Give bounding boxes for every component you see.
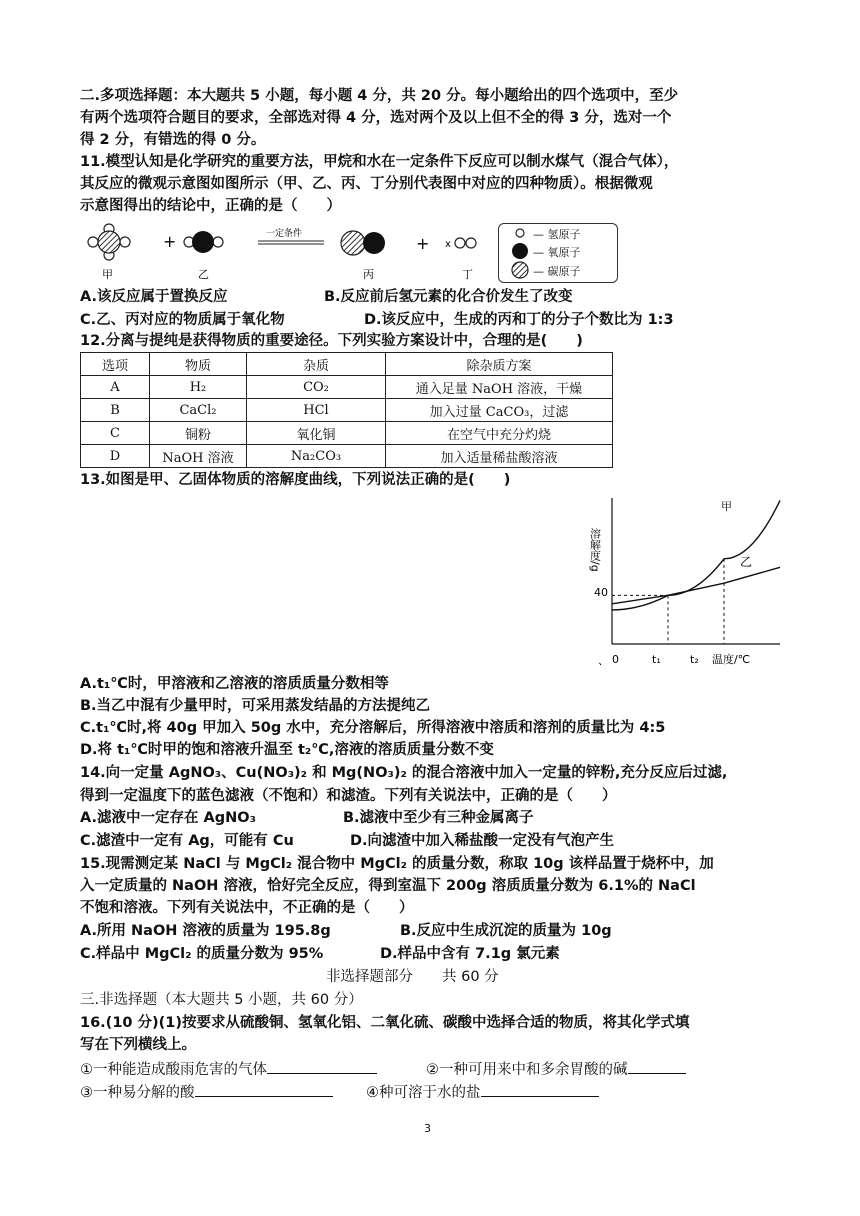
- chart-ytick-40: 40: [594, 586, 608, 599]
- table-cell: 氧化铜: [247, 422, 386, 445]
- chart-xtick-t1: t₁: [652, 653, 661, 666]
- q16-item-1-row: [80, 1058, 377, 1080]
- table-cell: D: [81, 445, 150, 468]
- atom-legend: [498, 223, 618, 283]
- table-cell: A: [81, 376, 150, 399]
- q16-item-4: ④种可溶于水的盐: [366, 1085, 481, 1101]
- table-row: [81, 376, 613, 399]
- table-cell: 铜粉: [150, 422, 247, 445]
- oxygen-atom-icon: [512, 243, 528, 259]
- q13-option-c: C.t₁℃时,将 40g 甲加入 50g 水中，充分溶解后，所得溶液中溶质和溶剂的质量比为 4:5: [80, 720, 666, 736]
- table-row: [81, 445, 613, 468]
- co-molecule: [341, 231, 385, 255]
- chart-xlabel: 温度/℃: [712, 653, 751, 666]
- plus-sign-1: +: [163, 232, 177, 251]
- table-cell: 在空气中充分灼烧: [386, 422, 613, 445]
- part-2-heading: 非选择题部分 共 60 分: [326, 969, 499, 985]
- q13-option-a: A.t₁℃时，甲溶液和乙溶液的溶质质量分数相等: [80, 676, 389, 692]
- table-cell: Na₂CO₃: [247, 445, 386, 468]
- q14-option-c: C.滤渣中一定有 Ag，可能有 Cu: [80, 833, 294, 849]
- q11-option-c: C.乙、丙对应的物质属于氧化物: [80, 312, 285, 328]
- section-2-line-3: 得 2 分，有错选的得 0 分。: [80, 132, 266, 148]
- q14-stem-2: 得到一定温度下的蓝色滤液（不饱和）和滤渣。下列有关说法中，正确的是（ ）: [80, 788, 617, 804]
- table-header-row: [81, 353, 613, 376]
- water-molecule: [184, 231, 223, 253]
- label-bing: 丙: [363, 268, 374, 281]
- q11-option-b: B.反应前后氢元素的化合价发生了改变: [324, 289, 573, 305]
- label-jia: 甲: [102, 268, 113, 281]
- q16-item-2: ②一种可用来中和多余胃酸的碱: [426, 1062, 628, 1078]
- q15-option-c: C.样品中 MgCl₂ 的质量分数为 95%: [80, 946, 324, 962]
- section-2-line-2: 有两个选项符合题目的要求，全部选对得 4 分，选对两个及以上但不全的得 3 分，选对一个: [80, 110, 672, 126]
- q13-option-d: D.将 t₁℃时甲的饱和溶液升温至 t₂℃,溶液的溶质质量分数不变: [80, 742, 494, 758]
- q16-item-3-row: [80, 1081, 333, 1103]
- q16-stem-1: 16.(10 分)(1)按要求从硫酸铜、氢氧化铝、二氧化硫、碳酸中选择合适的物质，将其化学式填: [80, 1015, 690, 1031]
- chart-origin: 0: [612, 653, 619, 666]
- chart-ylabel: 溶解度/g: [588, 528, 602, 572]
- answer-blank-4[interactable]: [481, 1081, 599, 1097]
- q11-option-a: A.该反应属于置换反应: [80, 289, 228, 305]
- q11-stem-3: 示意图得出的结论中，正确的是（ ）: [80, 198, 341, 214]
- hydrogen-atom-icon: [516, 229, 524, 237]
- reaction-diagram: [80, 220, 500, 286]
- q13-option-b: B.当乙中混有少量甲时，可采用蒸发结晶的方法提纯乙: [80, 698, 431, 714]
- table-cell: CO₂: [247, 376, 386, 399]
- table-cell: CaCl₂: [150, 399, 247, 422]
- q12-table: [80, 352, 613, 468]
- series-line-jia: [612, 500, 780, 610]
- table-cell: 通入足量 NaOH 溶液，干燥: [386, 376, 613, 399]
- table-cell: 加入适量稀盐酸溶液: [386, 445, 613, 468]
- q15-option-a: A.所用 NaOH 溶液的质量为 195.8g: [80, 923, 331, 939]
- table-row: [81, 422, 613, 445]
- answer-blank-2[interactable]: [628, 1058, 686, 1074]
- q13-stem: 13.如图是甲、乙固体物质的溶解度曲线，下列说法正确的是( ): [80, 472, 511, 488]
- q11-stem-2: 其反应的微观示意图如图所示（甲、乙、丙、丁分别代表图中对应的四种物质）。根据微观: [80, 176, 653, 192]
- table-cell: H₂: [150, 376, 247, 399]
- legend-hydrogen: — 氢原子: [533, 228, 581, 241]
- legend-carbon: — 碳原子: [533, 265, 581, 278]
- q16-item-2-row: [426, 1058, 686, 1080]
- plus-sign-2: +: [416, 234, 430, 253]
- table-header: 物质: [150, 353, 247, 376]
- q15-stem-1: 15.现需测定某 NaCl 与 MgCl₂ 混合物中 MgCl₂ 的质量分数，称取 10g 该样品置于烧杯中，加: [80, 856, 714, 872]
- answer-blank-1[interactable]: [267, 1058, 377, 1074]
- table-header: 杂质: [247, 353, 386, 376]
- q15-option-b: B.反应中生成沉淀的质量为 10g: [400, 923, 612, 939]
- q16-item-3: ③一种易分解的酸: [80, 1085, 195, 1101]
- table-cell: 加入过量 CaCO₃，过滤: [386, 399, 613, 422]
- methane-molecule: [88, 224, 130, 260]
- solubility-chart: [590, 492, 790, 672]
- svg-text:、: 、: [598, 654, 609, 667]
- answer-blank-3[interactable]: [195, 1081, 333, 1097]
- table-cell: NaOH 溶液: [150, 445, 247, 468]
- reaction-condition: 一定条件: [266, 229, 303, 239]
- table-header: 除杂质方案: [386, 353, 613, 376]
- q16-item-1: ①一种能造成酸雨危害的气体: [80, 1062, 267, 1078]
- q16-item-4-row: [366, 1081, 599, 1103]
- series-label-yi: 乙: [740, 555, 753, 569]
- series-label-jia: 甲: [721, 500, 732, 513]
- label-ding: 丁: [462, 268, 473, 281]
- table-cell: C: [81, 422, 150, 445]
- q12-stem: 12.分离与提纯是获得物质的重要途径。下列实验方案设计中，合理的是( ): [80, 333, 583, 349]
- table-row: [81, 399, 613, 422]
- page-number: 3: [424, 1122, 431, 1135]
- section-2-line-1: 二.多项选择题：本大题共 5 小题，每小题 4 分，共 20 分。每小题给出的四个选项中，至少: [80, 88, 679, 104]
- label-yi: 乙: [198, 268, 209, 281]
- q14-option-d: D.向滤渣中加入稀盐酸一定没有气泡产生: [350, 833, 615, 849]
- q15-stem-3: 不饱和溶液。下列有关说法中，不正确的是（ ）: [80, 900, 414, 916]
- q14-stem-1: 14.向一定量 AgNO₃、Cu(NO₃)₂ 和 Mg(NO₃)₂ 的混合溶液中加入一定量的锌粉,充分反应后过滤,: [80, 765, 728, 781]
- q14-option-a: A.滤液中一定存在 AgNO₃: [80, 810, 256, 826]
- coefficient-x: x: [445, 239, 451, 250]
- q15-option-d: D.样品中含有 7.1g 氯元素: [380, 946, 560, 962]
- table-cell: HCl: [247, 399, 386, 422]
- table-header: 选项: [81, 353, 150, 376]
- q11-stem-1: 11.模型认知是化学研究的重要方法，甲烷和水在一定条件下反应可以制水煤气（混合气体），: [80, 154, 679, 170]
- q14-option-b: B.滤液中至少有三种金属离子: [343, 810, 534, 826]
- table-cell: B: [81, 399, 150, 422]
- legend-oxygen: — 氧原子: [533, 246, 581, 259]
- q15-stem-2: 入一定质量的 NaOH 溶液，恰好完全反应，得到室温下 200g 溶质质量分数为 6.1%的 NaCl: [80, 878, 696, 894]
- section-3-heading: 三.非选择题（本大题共 5 小题，共 60 分）: [80, 992, 363, 1008]
- q11-option-d: D.该反应中，生成的丙和丁的分子个数比为 1:3: [364, 312, 674, 328]
- hydrogen-molecule: [455, 238, 476, 248]
- carbon-atom-icon: [512, 262, 528, 278]
- q16-stem-2: 写在下列横线上。: [80, 1037, 196, 1053]
- chart-xtick-t2: t₂: [690, 653, 699, 666]
